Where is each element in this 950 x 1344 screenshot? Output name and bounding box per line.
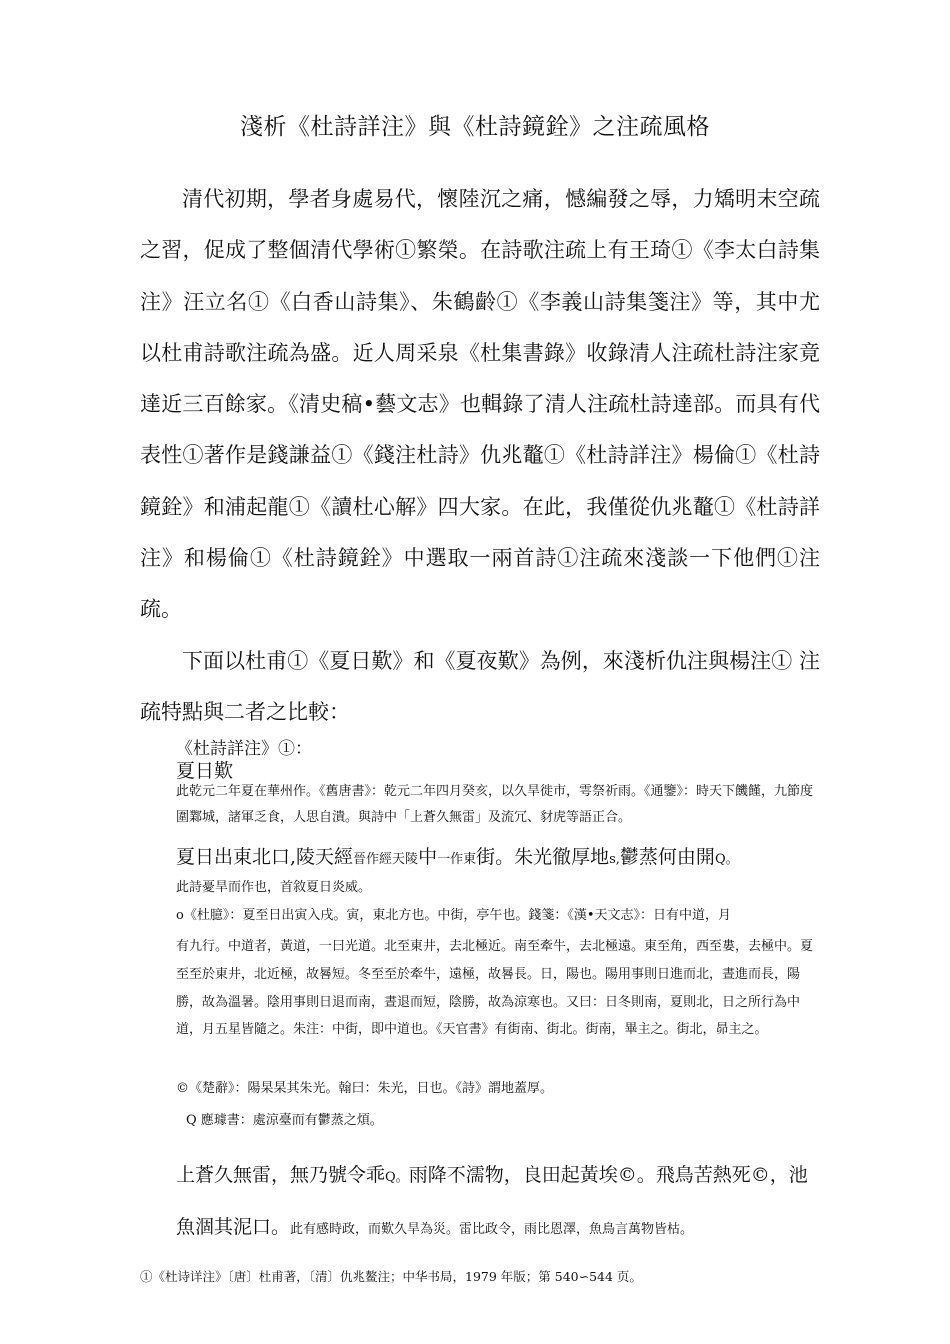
commentary-inline: 此有感時政，而歎久旱為災。雷比政令，雨比恩澤，魚鳥言萬物皆枯。 <box>290 1222 694 1237</box>
poem-line-3 <box>176 1212 816 1239</box>
poem-text: 街。朱光徹厚地 <box>476 846 610 868</box>
body-text <box>140 174 820 738</box>
commentary-4: Q 應璩書：處涼臺而有鬱蒸之煩。 <box>186 1113 383 1128</box>
poem-text: 魚涸其泥口。 <box>176 1216 291 1238</box>
document-title: 淺析《杜詩詳注》與《杜詩鏡銓》之注疏風格 <box>240 114 710 140</box>
note-marker: Q。 <box>385 1170 409 1185</box>
poem-text: 雨降不濡物，良田起黃埃©。飛鳥苦熱死©，池 <box>408 1164 808 1186</box>
commentary-1: 此詩憂旱而作也，首敘夏日炎威。 <box>176 880 372 895</box>
commentary-2-first-line: o《杜臆》：夏至日出寅入戌。寅，東北方也。中街，亭午也。錢箋：《漢•天文志》：日有中道，月 <box>176 908 731 923</box>
variant-note: 晉作經天陵 <box>353 852 419 867</box>
poem-text: 鬱蒸何由開 <box>619 846 715 868</box>
poem-title: 夏日歎 <box>176 760 234 782</box>
poem-text: 中 <box>418 846 438 868</box>
commentary-3: ©《楚辭》：陽杲杲其朱光。翰曰：朱光，日也。《詩》謂地蓋厚。 <box>176 1081 554 1096</box>
section-source: 《杜詩詳注》①： <box>176 739 312 759</box>
poem-text: 上蒼久無雷，無乃號令乖 <box>176 1164 386 1186</box>
variant-note: 一作東 <box>437 852 477 867</box>
paragraph-comparison: 下面以杜甫①《夏日歎》和《夏夜歎》為例，來淺析仇注與楊注① 注疏特點與二者之比較： <box>140 648 820 724</box>
poem-text: 夏日出東北口,陵天經 <box>176 846 354 868</box>
footnote: ①《杜诗详注》〔唐〕杜甫著，〔清〕仇兆鳌注；中华书局，1979 年版；第 540∽544 页。 <box>140 1269 642 1284</box>
commentary-2-body: 有九行。中道者，黃道，一曰光道。北至東井，去北極近。南至牽牛，去北極遠。東至角，西至婁，去極中。夏至至於東井，北近極，故晷短。冬至至於牽牛，遠極，故晷長。日，陽也。陽用事則日進而北，晝進而長，陽勝，故為溫暑。陰用事則日退而南，晝退而短，陰勝，故為涼寒也。又曰：日冬則南，夏則北，日之所行為中道，月五星皆隨之。朱注：中街，即中道也。《天官書》有街南、街北。街南，畢主之。街北，昴主之。 <box>176 939 814 1038</box>
poem-intro-note: 此乾元二年夏在華州作。《舊唐書》：乾元二年四月癸亥，以久旱徙市，雩祭祈雨。《通鑒》：時天下饑饉，九節度圍鄴城，諸軍乏食，人思自潰。與詩中「上蒼久無雷」及流冗、豺虎等語正合。 <box>176 784 814 825</box>
poem-line-2 <box>176 1160 816 1187</box>
poem-line-1 <box>176 842 816 869</box>
note-marker: s, <box>609 852 620 867</box>
paragraph-intro: 清代初期，學者身處易代，懷陸沉之痛，憾編發之辱，力矯明末空疏之習，促成了整個清代學術①繁榮。在詩歌注疏上有王琦①《李太白詩集注》汪立名①《白香山詩集》、朱鶴齡①《李義山詩集箋注》等，其中尤以杜甫詩歌注疏為盛。近人周采泉《杜集書錄》收錄清人注疏杜詩注家竟達近三百餘家。《清史稿•藝文志》也輯錄了清人注疏杜詩達部。而具有代表性①著作是錢謙益①《錢注杜詩》仇兆鼇①《杜詩詳注》楊倫①《杜詩鏡銓》和浦起龍①《讀杜心解》四大家。在此，我僅從仇兆鼇①《杜詩詳注》和楊倫①《杜詩鏡銓》中選取一兩首詩①注疏來淺談一下他們①注疏。 <box>140 187 820 622</box>
note-marker: Q。 <box>714 852 739 867</box>
